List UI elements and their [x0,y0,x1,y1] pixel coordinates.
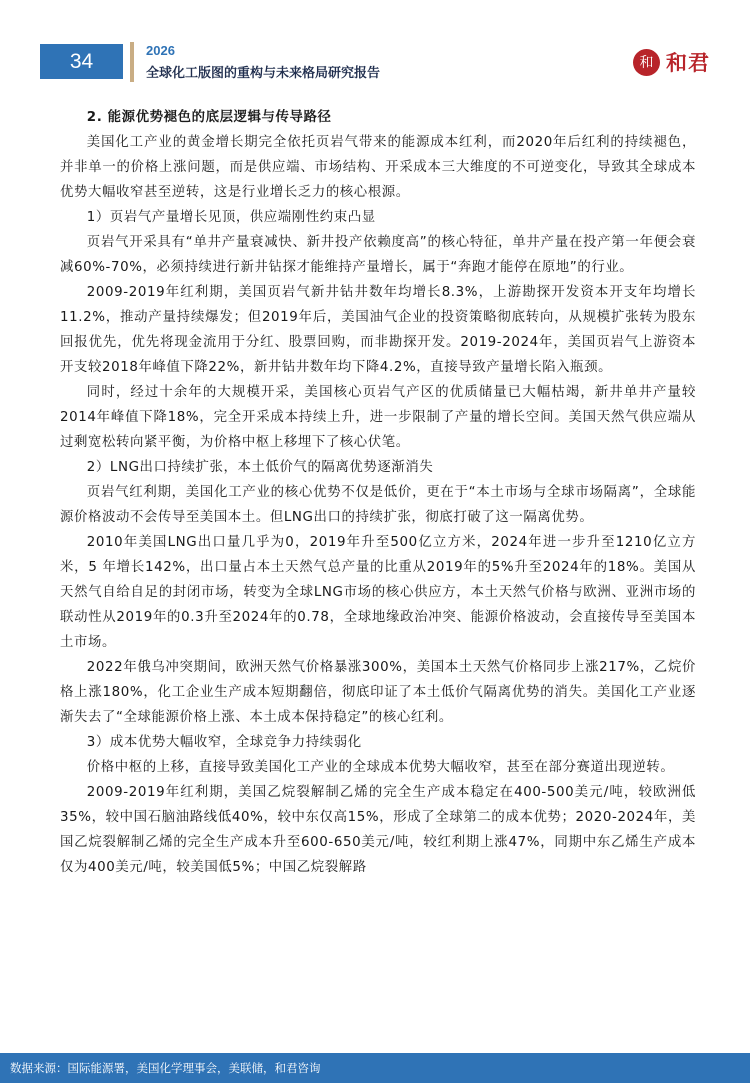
brand-logo [633,44,723,80]
logo-text: 和君 [666,50,710,75]
logo-seal-icon: 和 [633,49,660,76]
page-number: 34 [69,49,94,73]
section-heading: 2. 能源优势褪色的底层逻辑与传导路径 [86,110,332,125]
page-number-badge [40,44,123,79]
paragraph: 2009-2019年红利期，美国乙烷裂解制乙烯的完全生产成本稳定在400-500美元/吨，较欧洲低35%，较中国石脑油路线低40%，较中东仅高15%，形成了全球第二的成本优势；2020-2024年，美国乙烷裂解制乙烯的完全生产成本升至600-650美元/吨，较红利期上涨47%，同期中东乙烯生产成本仅为400美元/吨，较美国低5%；中国乙烷裂解路 [60,785,696,875]
report-title: 全球化工版图的重构与未来格局研究报告 [146,66,381,81]
paragraph: 2009-2019年红利期，美国页岩气新井钻井数年均增长8.3%，上游勘探开发资本开支年均增长11.2%，推动产量持续爆发；但2019年后，美国油气企业的投资策略彻底转向，从规模扩张转为股东回报优先，优先将现金流用于分红、股票回购，而非勘探开发。2019-2024年，美国页岩气上游资本开支较2018年峰值下降22%，新井钻井数年均下降4.2%，直接导致产量增长陷入瓶颈。 [60,285,696,375]
report-year: 2026 [146,43,175,58]
paragraph: 2010年美国LNG出口量几乎为0，2019年升至500亿立方米，2024年进一步升至1210亿立方米，5 年增长142%，出口量占本土天然气总产量的比重从2019年的5%升至2024年的18%。美国从天然气自给自足的封闭市场，转变为全球LNG市场的核心供应方，本土天然气价格与欧洲、亚洲市场的联动性从2019年的0.3升至2024年的0.78，全球地缘政治冲突、能源价格波动，会直接传导至美国本土市场。 [60,535,696,650]
paragraph: 页岩气开采具有“单井产量衰减快、新井投产依赖度高”的核心特征，单井产量在投产第一年便会衰减60%-70%，必须持续进行新井钻探才能维持产量增长，属于“奔跑才能停在原地”的行业。 [60,235,696,275]
paragraph: 价格中枢的上移，直接导致美国化工产业的全球成本优势大幅收窄，甚至在部分赛道出现逆转。 [86,760,675,775]
paragraph: 美国化工产业的黄金增长期完全依托页岩气带来的能源成本红利，而2020年后红利的持续褪色，并非单一的价格上涨问题，而是供应端、市场结构、开采成本三大维度的不可逆变化，导致其全球成本优势大幅收窄甚至逆转，这是行业增长乏力的核心根源。 [60,135,696,200]
paragraph: 同时，经过十余年的大规模开采，美国核心页岩气产区的优质储量已大幅枯竭，新井单井产量较2014年峰值下降18%，完全开采成本持续上升，进一步限制了产量的增长空间。美国天然气供应端从过剩宽松转向紧平衡，为价格中枢上移埋下了核心伏笔。 [60,385,696,450]
subheading: 2）LNG出口持续扩张，本土低价气的隔离优势逐渐消失 [86,460,434,475]
paragraph: 2022年俄乌冲突期间，欧洲天然气价格暴涨300%，美国本土天然气价格同步上涨217%，乙烷价格上涨180%，化工企业生产成本短期翻倍，彻底印证了本土低价气隔离优势的消失。美国化工产业逐渐失去了“全球能源价格上涨、本土成本保持稳定”的核心红利。 [60,660,696,725]
subheading: 1）页岩气产量增长见顶，供应端刚性约束凸显 [86,210,376,225]
footer-source: 数据来源：国际能源署，美国化学理事会，美联储，和君咨询 [0,1053,750,1083]
subheading: 3）成本优势大幅收窄，全球竞争力持续弱化 [86,735,362,750]
paragraph: 页岩气红利期，美国化工产业的核心优势不仅是低价，更在于“本土市场与全球市场隔离”，全球能源价格波动不会传导至美国本土。但LNG出口的持续扩张，彻底打破了这一隔离优势。 [60,485,696,525]
header-divider [130,42,134,82]
report-body [60,105,696,880]
